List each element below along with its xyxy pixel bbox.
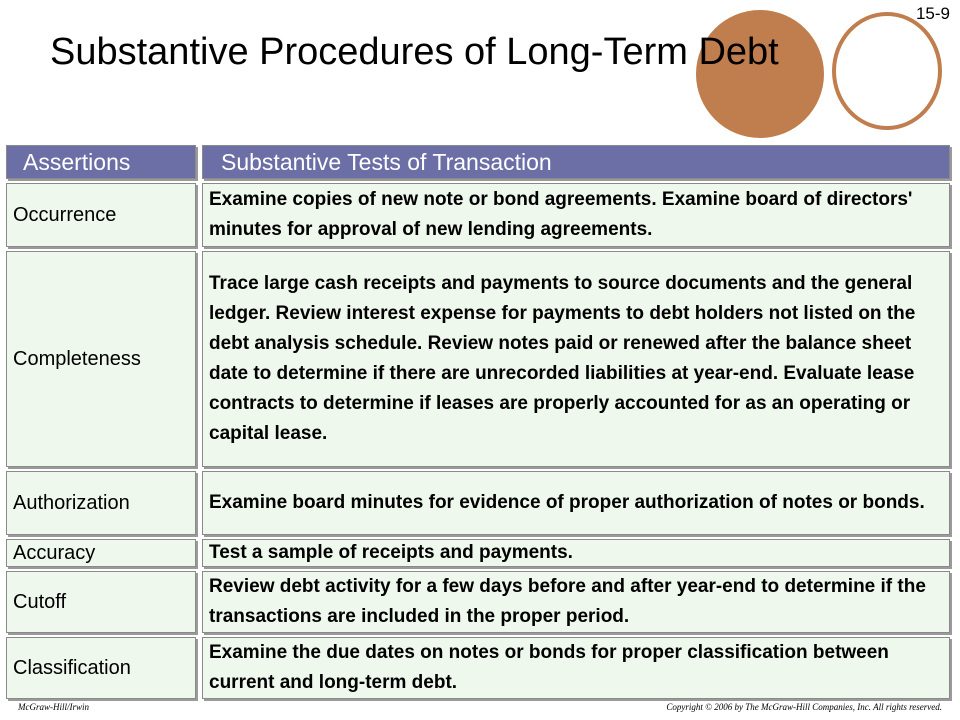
table-row [6,571,950,633]
header-substantive-tests: Substantive Tests of Transaction [202,145,950,179]
assertion-cell: Authorization [6,471,196,535]
assertion-cell: Classification [6,637,196,699]
decorative-outline-circle [832,12,942,130]
assertion-cell: Accuracy [6,539,196,567]
test-cell: Examine the due dates on notes or bonds for proper classification between current and long-term debt. [202,637,950,699]
test-cell: Examine board minutes for evidence of proper authorization of notes or bonds. [202,471,950,535]
test-cell: Test a sample of receipts and payments. [202,539,950,567]
test-cell: Examine copies of new note or bond agreements. Examine board of directors' minutes for approval of new lending agreements. [202,183,950,247]
table-row [6,539,950,567]
assertion-cell: Completeness [6,251,196,467]
table-row [6,183,950,247]
slide-title: Substantive Procedures of Long-Term Debt [50,31,779,73]
assertion-cell: Occurrence [6,183,196,247]
footer-publisher: McGraw-Hill/Irwin [18,702,89,712]
test-cell: Trace large cash receipts and payments to source documents and the general ledger. Review interest expense for payments to debt holders not listed on the debt analysis schedule. Review notes paid or renewed after the balance sheet date to determine if there are unrecorded liabilities at year-end. Evaluate lease contracts to determine if leases are properly accounted for as an operating or capital lease. [202,251,950,467]
table-row [6,471,950,535]
test-cell: Review debt activity for a few days before and after year-end to determine if the transactions are included in the proper period. [202,571,950,633]
assertion-cell: Cutoff [6,571,196,633]
table-row [6,637,950,699]
header-assertions: Assertions [6,145,196,179]
table-row [6,251,950,467]
slide-number: 15-9 [915,4,950,23]
footer-copyright: Copyright © 2006 by The McGraw-Hill Companies, Inc. All rights reserved. [666,702,942,712]
assertions-table [6,145,950,703]
table-header-row [6,145,950,179]
